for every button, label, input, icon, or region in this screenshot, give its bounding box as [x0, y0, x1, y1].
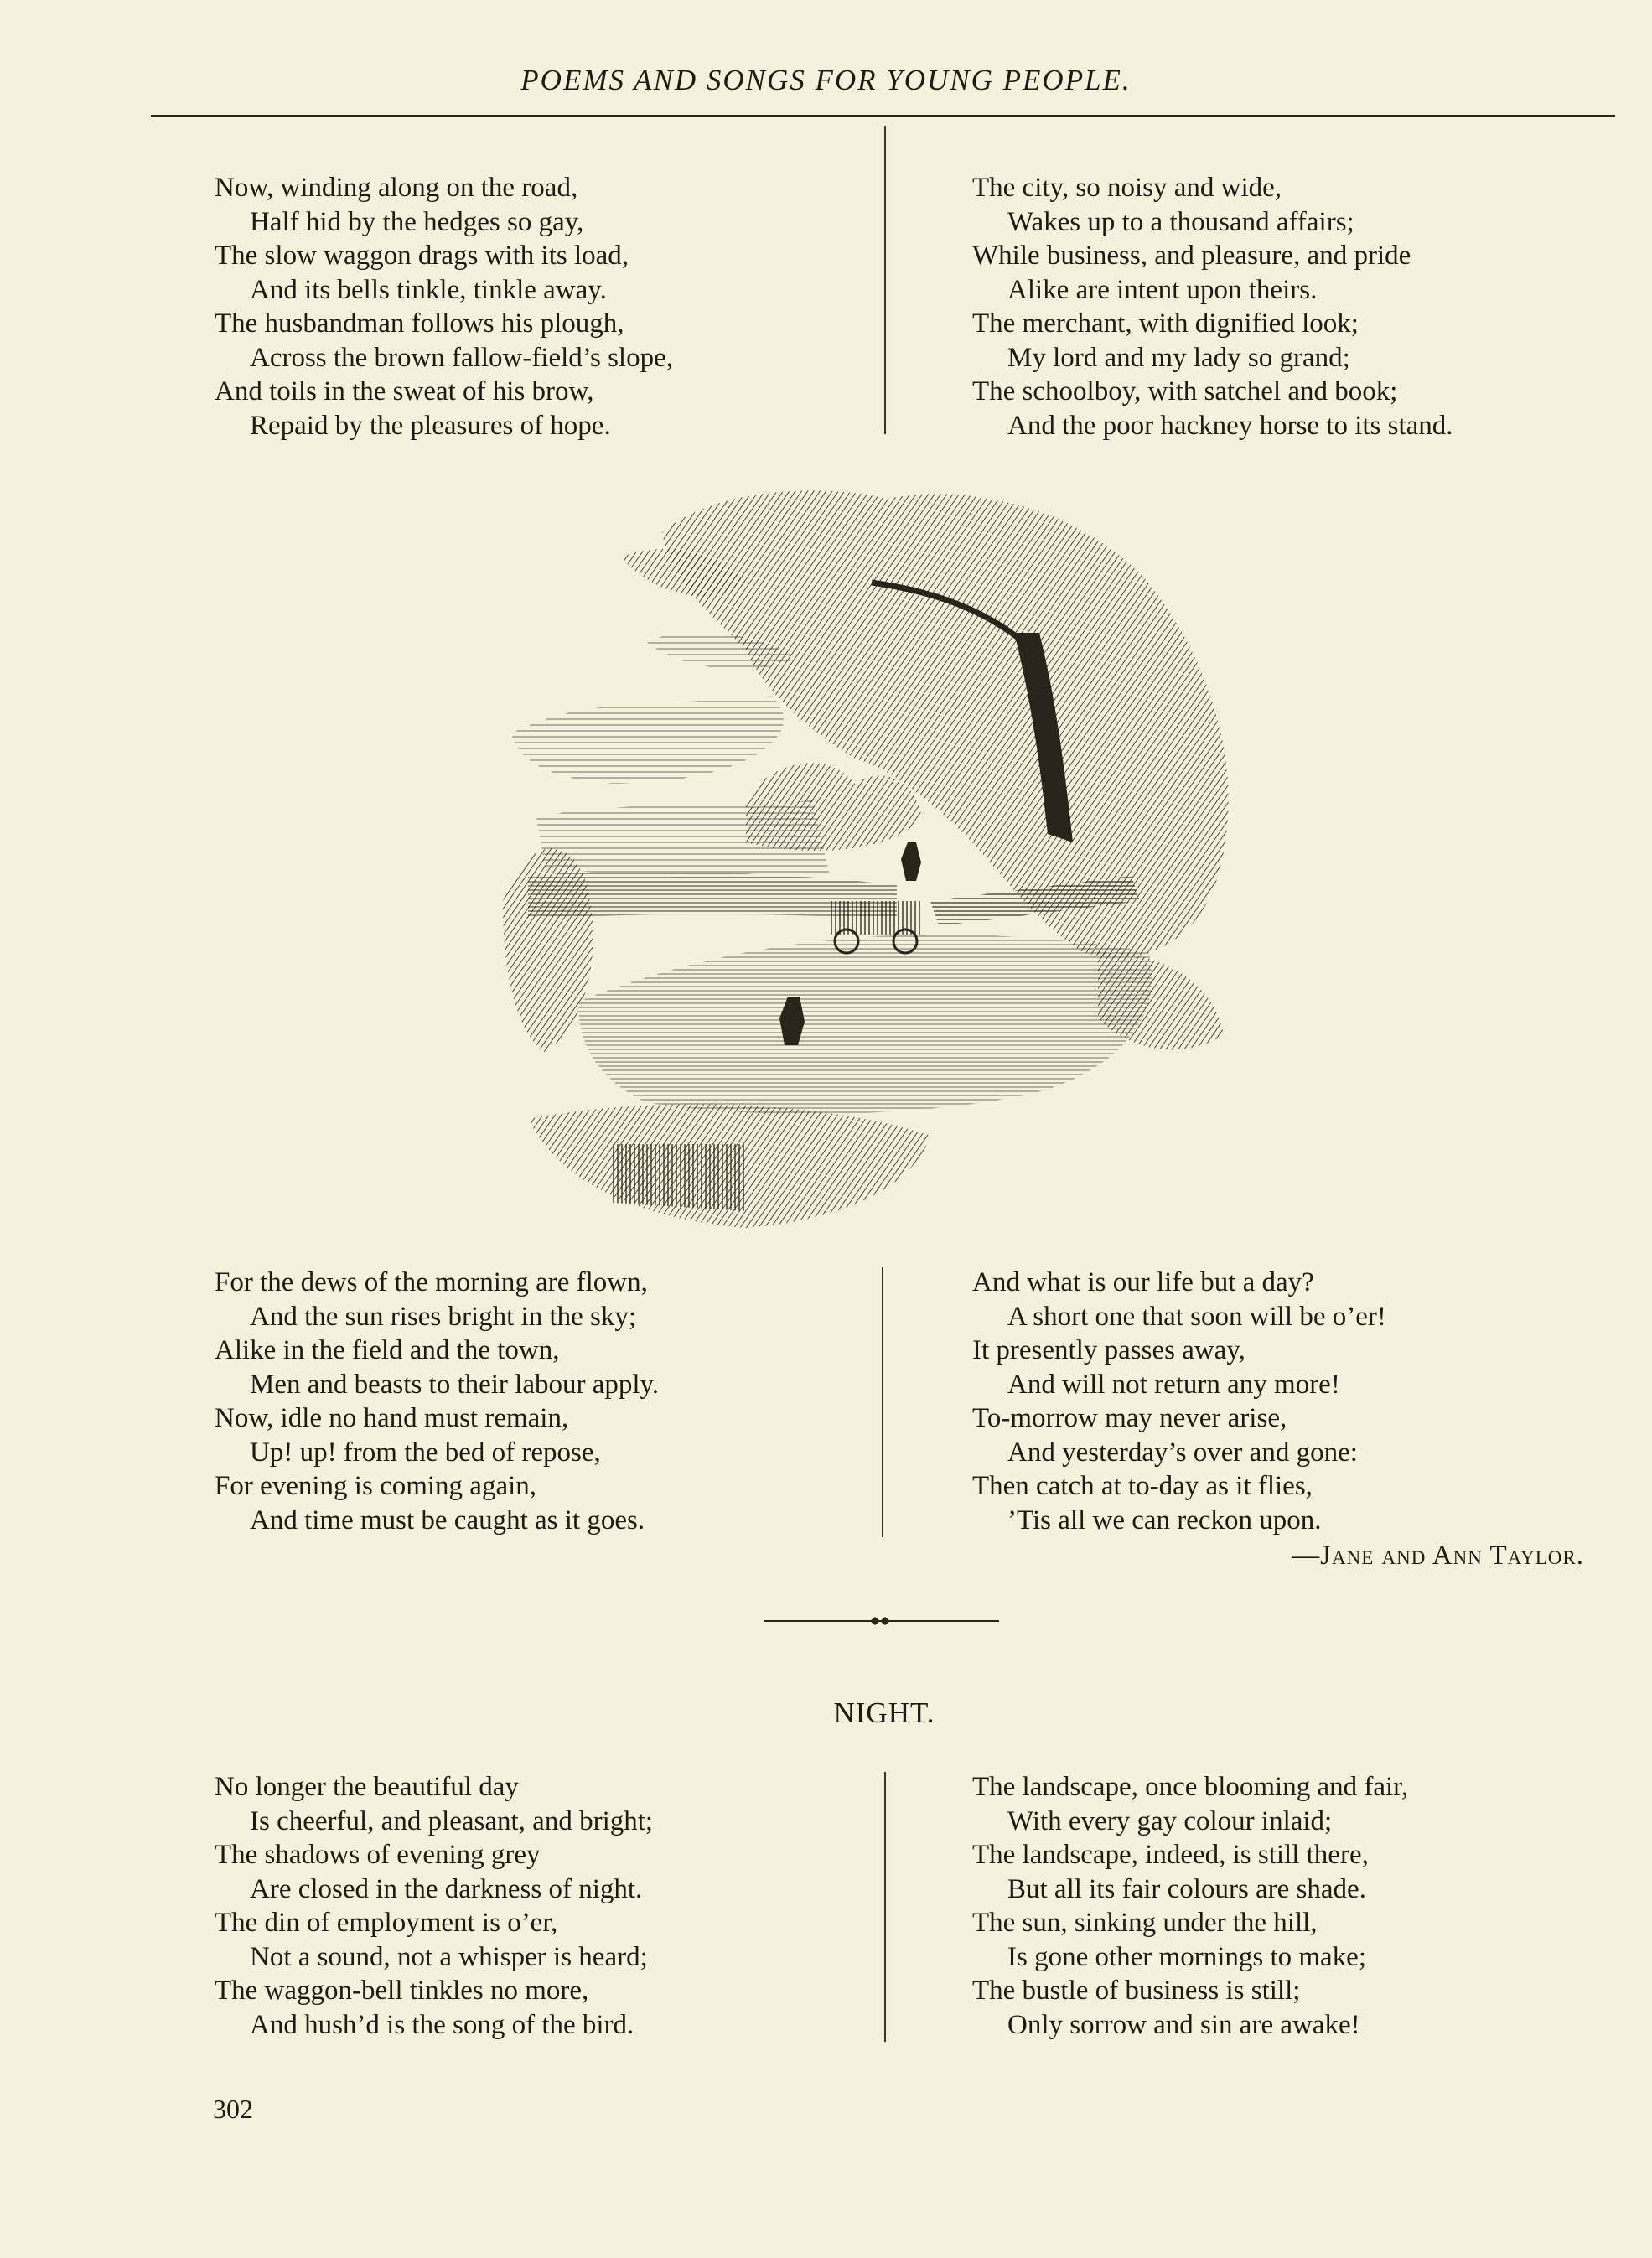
- header-rule: [151, 115, 1615, 117]
- verse-line: The sun, sinking under the hill,: [972, 1908, 1318, 1938]
- verse-line: It presently passes away,: [972, 1335, 1245, 1365]
- verse-line: The landscape, indeed, is still there,: [972, 1840, 1369, 1870]
- verse-line: The bustle of business is still;: [972, 1976, 1301, 2006]
- verse-line: The merchant, with dignified look;: [972, 308, 1359, 339]
- verse-line: And the sun rises bright in the sky;: [250, 1301, 637, 1332]
- poem-title: NIGHT.: [833, 1696, 935, 1729]
- verse-line: The slow waggon drags with its load,: [215, 241, 629, 271]
- poem2-left: [215, 1770, 653, 2042]
- verse-line: And what is our life but a day?: [972, 1267, 1314, 1297]
- poem1-stanza-a-right: [972, 171, 1453, 443]
- verse-line: The din of employment is o’er,: [215, 1908, 558, 1938]
- poem-attribution: —Jane and Ann Taylor.: [1292, 1541, 1584, 1571]
- verse-line: Then catch at to-day as it flies,: [972, 1471, 1313, 1501]
- column-rule: [882, 1267, 883, 1537]
- standing-figure: [901, 842, 921, 881]
- verse-line: The husbandman follows his plough,: [215, 308, 624, 339]
- column-rule: [884, 126, 886, 434]
- poem1-stanza-b-right: [972, 1266, 1386, 1537]
- verse-line: For the dews of the morning are flown,: [215, 1267, 648, 1297]
- poem2-right: [972, 1770, 1408, 2042]
- verse-line: And time must be caught as it goes.: [250, 1504, 645, 1536]
- verse-line: And yesterday’s over and gone:: [1007, 1437, 1358, 1468]
- verse-line: ’Tis all we can reckon upon.: [1007, 1504, 1322, 1536]
- verse-line: The shadows of evening grey: [215, 1840, 541, 1870]
- verse-line: My lord and my lady so grand;: [1007, 342, 1350, 373]
- verse-line: The schoolboy, with satchel and book;: [972, 376, 1398, 407]
- verse-line: While business, and pleasure, and pride: [972, 241, 1411, 271]
- verse-line: And hush’d is the song of the bird.: [250, 2009, 634, 2040]
- verse-line: And its bells tinkle, tinkle away.: [250, 274, 607, 305]
- verse-line: Alike are intent upon theirs.: [1007, 274, 1318, 305]
- verse-line: No longer the beautiful day: [215, 1772, 519, 1802]
- cloud-shape: [511, 696, 784, 784]
- verse-line: Are closed in the darkness of night.: [250, 1873, 643, 1904]
- section-divider: [764, 1608, 999, 1634]
- running-head: POEMS AND SONGS FOR YOUNG PEOPLE.: [520, 64, 1132, 96]
- poem1-stanza-a-left: [215, 171, 673, 443]
- verse-line: The landscape, once blooming and fair,: [972, 1772, 1409, 1802]
- verse-line: Across the brown fallow-field’s slope,: [250, 342, 673, 373]
- verse-line: And toils in the sweat of his brow,: [215, 376, 594, 407]
- verse-line: Not a sound, not a whisper is heard;: [250, 1941, 648, 1972]
- verse-line: Is gone other mornings to make;: [1007, 1941, 1367, 1972]
- verse-line: Repaid by the pleasures of hope.: [250, 410, 611, 441]
- foreground-stream: [612, 1144, 746, 1211]
- verse-line: And will not return any more!: [1007, 1369, 1340, 1400]
- verse-line: Alike in the field and the town,: [215, 1335, 560, 1365]
- page-number: 302: [213, 2094, 253, 2124]
- verse-line: The waggon-bell tinkles no more,: [215, 1976, 589, 2006]
- verse-line: And the poor hackney horse to its stand.: [1007, 410, 1453, 441]
- column-rule: [884, 1772, 886, 2042]
- verse-line: Up! up! from the bed of repose,: [250, 1437, 601, 1468]
- left-bush: [503, 848, 593, 1052]
- hillside: [578, 935, 1152, 1114]
- verse-line: Men and beasts to their labour apply.: [250, 1369, 660, 1400]
- verse-line: Wakes up to a thousand affairs;: [1007, 206, 1354, 237]
- verse-line: A short one that soon will be o’er!: [1007, 1301, 1386, 1332]
- verse-line: Only sorrow and sin are awake!: [1007, 2009, 1360, 2040]
- verse-line: With every gay colour inlaid;: [1007, 1805, 1333, 1836]
- verse-line: The city, so noisy and wide,: [972, 173, 1282, 203]
- verse-line: Is cheerful, and pleasant, and bright;: [250, 1805, 654, 1836]
- verse-line: For evening is coming again,: [215, 1471, 537, 1501]
- verse-line: Half hid by the hedges so gay,: [250, 206, 584, 237]
- landscape-engraving: [495, 482, 1266, 1232]
- verse-line: Now, idle no hand must remain,: [215, 1403, 569, 1433]
- verse-line: But all its fair colours are shade.: [1007, 1873, 1366, 1904]
- poem1-stanza-b-left: [215, 1266, 659, 1537]
- verse-line: To-morrow may never arise,: [972, 1403, 1287, 1433]
- verse-line: Now, winding along on the road,: [215, 173, 578, 203]
